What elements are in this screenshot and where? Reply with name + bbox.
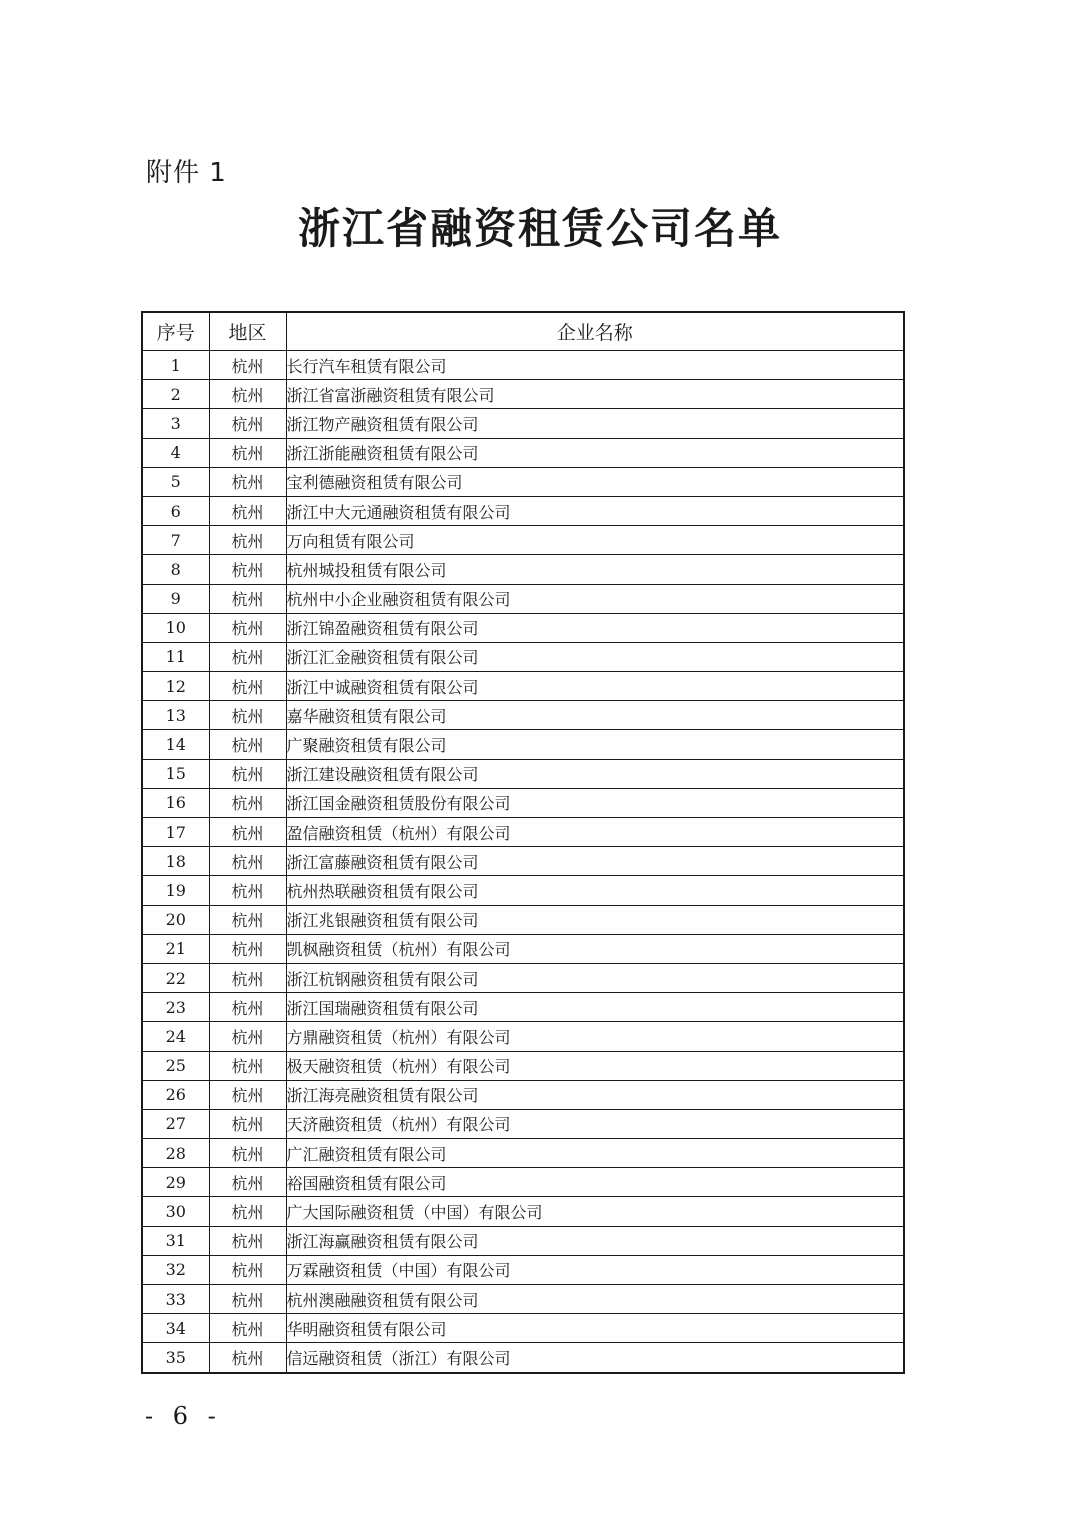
row-region-cell: 杭州 (209, 351, 286, 380)
row-company-name-cell: 盈信融资租赁（杭州）有限公司 (286, 818, 904, 847)
table-row (142, 584, 904, 613)
attachment-label: 附件 1 (146, 158, 227, 188)
row-company-name-cell: 嘉华融资租赁有限公司 (286, 701, 904, 730)
row-region-cell: 杭州 (209, 555, 286, 584)
table-row (142, 818, 904, 847)
table-row (142, 934, 904, 963)
row-region-cell: 杭州 (209, 467, 286, 496)
table-row (142, 555, 904, 584)
row-number-cell: 19 (142, 876, 209, 905)
row-number-cell: 20 (142, 905, 209, 934)
row-company-name-cell: 杭州中小企业融资租赁有限公司 (286, 584, 904, 613)
row-number-cell: 28 (142, 1139, 209, 1168)
row-number-cell: 34 (142, 1314, 209, 1343)
table-row (142, 526, 904, 555)
table-row (142, 642, 904, 671)
row-region-cell: 杭州 (209, 526, 286, 555)
table-row (142, 1255, 904, 1284)
row-number-cell: 35 (142, 1343, 209, 1373)
row-company-name-cell: 浙江兆银融资租赁有限公司 (286, 905, 904, 934)
table-row (142, 1197, 904, 1226)
row-number-cell: 31 (142, 1226, 209, 1255)
row-number-cell: 18 (142, 847, 209, 876)
row-number-cell: 2 (142, 380, 209, 409)
row-company-name-cell: 万霖融资租赁（中国）有限公司 (286, 1255, 904, 1284)
row-region-cell: 杭州 (209, 1285, 286, 1314)
row-number-cell: 1 (142, 351, 209, 380)
row-number-cell: 30 (142, 1197, 209, 1226)
table-row (142, 1139, 904, 1168)
table-row (142, 409, 904, 438)
row-region-cell: 杭州 (209, 788, 286, 817)
row-number-cell: 7 (142, 526, 209, 555)
row-number-cell: 32 (142, 1255, 209, 1284)
table-row (142, 788, 904, 817)
table-header-row (142, 312, 904, 351)
table-row (142, 496, 904, 525)
table-body (142, 351, 904, 1373)
row-number-cell: 26 (142, 1080, 209, 1109)
row-company-name-cell: 凯枫融资租赁（杭州）有限公司 (286, 934, 904, 963)
row-region-cell: 杭州 (209, 876, 286, 905)
row-number-cell: 33 (142, 1285, 209, 1314)
table-row (142, 730, 904, 759)
row-region-cell: 杭州 (209, 496, 286, 525)
header-region: 地区 (209, 312, 286, 351)
row-company-name-cell: 极天融资租赁（杭州）有限公司 (286, 1051, 904, 1080)
row-region-cell: 杭州 (209, 1343, 286, 1373)
table-row (142, 1051, 904, 1080)
row-company-name-cell: 浙江物产融资租赁有限公司 (286, 409, 904, 438)
table-row (142, 438, 904, 467)
row-number-cell: 23 (142, 993, 209, 1022)
row-company-name-cell: 浙江国瑞融资租赁有限公司 (286, 993, 904, 1022)
table-row (142, 467, 904, 496)
row-company-name-cell: 裕国融资租赁有限公司 (286, 1168, 904, 1197)
table-row (142, 1080, 904, 1109)
header-company-name: 企业名称 (286, 312, 904, 351)
row-company-name-cell: 广大国际融资租赁（中国）有限公司 (286, 1197, 904, 1226)
row-number-cell: 3 (142, 409, 209, 438)
table-row (142, 1314, 904, 1343)
page-number: - 6 - (145, 1402, 222, 1430)
row-number-cell: 24 (142, 1022, 209, 1051)
row-region-cell: 杭州 (209, 584, 286, 613)
row-region-cell: 杭州 (209, 409, 286, 438)
row-company-name-cell: 浙江中大元通融资租赁有限公司 (286, 496, 904, 525)
row-region-cell: 杭州 (209, 905, 286, 934)
table-row (142, 613, 904, 642)
row-company-name-cell: 浙江省富浙融资租赁有限公司 (286, 380, 904, 409)
row-region-cell: 杭州 (209, 1168, 286, 1197)
row-company-name-cell: 广汇融资租赁有限公司 (286, 1139, 904, 1168)
row-region-cell: 杭州 (209, 993, 286, 1022)
row-region-cell: 杭州 (209, 1314, 286, 1343)
row-region-cell: 杭州 (209, 613, 286, 642)
row-number-cell: 11 (142, 642, 209, 671)
row-number-cell: 22 (142, 963, 209, 992)
row-number-cell: 17 (142, 818, 209, 847)
table-row (142, 905, 904, 934)
table-row (142, 672, 904, 701)
row-region-cell: 杭州 (209, 934, 286, 963)
table-row (142, 1022, 904, 1051)
row-region-cell: 杭州 (209, 847, 286, 876)
row-company-name-cell: 浙江国金融资租赁股份有限公司 (286, 788, 904, 817)
row-region-cell: 杭州 (209, 1051, 286, 1080)
row-number-cell: 4 (142, 438, 209, 467)
table-row (142, 1285, 904, 1314)
table-row (142, 847, 904, 876)
table-row (142, 963, 904, 992)
row-company-name-cell: 浙江汇金融资租赁有限公司 (286, 642, 904, 671)
row-number-cell: 21 (142, 934, 209, 963)
row-number-cell: 29 (142, 1168, 209, 1197)
row-company-name-cell: 杭州城投租赁有限公司 (286, 555, 904, 584)
row-number-cell: 12 (142, 672, 209, 701)
row-company-name-cell: 浙江杭钢融资租赁有限公司 (286, 963, 904, 992)
row-number-cell: 15 (142, 759, 209, 788)
row-company-name-cell: 信远融资租赁（浙江）有限公司 (286, 1343, 904, 1373)
row-region-cell: 杭州 (209, 672, 286, 701)
row-region-cell: 杭州 (209, 1139, 286, 1168)
row-region-cell: 杭州 (209, 1080, 286, 1109)
table-row (142, 701, 904, 730)
table-row (142, 380, 904, 409)
row-number-cell: 6 (142, 496, 209, 525)
row-region-cell: 杭州 (209, 642, 286, 671)
row-region-cell: 杭州 (209, 1022, 286, 1051)
row-company-name-cell: 长行汽车租赁有限公司 (286, 351, 904, 380)
table-row (142, 759, 904, 788)
row-company-name-cell: 天济融资租赁（杭州）有限公司 (286, 1109, 904, 1138)
row-company-name-cell: 杭州澳融融资租赁有限公司 (286, 1285, 904, 1314)
company-list-table (141, 311, 905, 1374)
table-header (142, 312, 904, 351)
document-title: 浙江省融资租赁公司名单 (297, 204, 782, 253)
row-company-name-cell: 浙江中诚融资租赁有限公司 (286, 672, 904, 701)
row-company-name-cell: 浙江海赢融资租赁有限公司 (286, 1226, 904, 1255)
row-number-cell: 25 (142, 1051, 209, 1080)
row-company-name-cell: 浙江锦盈融资租赁有限公司 (286, 613, 904, 642)
row-region-cell: 杭州 (209, 1226, 286, 1255)
row-company-name-cell: 广聚融资租赁有限公司 (286, 730, 904, 759)
row-region-cell: 杭州 (209, 438, 286, 467)
table-row (142, 876, 904, 905)
row-number-cell: 5 (142, 467, 209, 496)
row-company-name-cell: 方鼎融资租赁（杭州）有限公司 (286, 1022, 904, 1051)
row-number-cell: 8 (142, 555, 209, 584)
row-company-name-cell: 杭州热联融资租赁有限公司 (286, 876, 904, 905)
row-number-cell: 14 (142, 730, 209, 759)
row-region-cell: 杭州 (209, 1197, 286, 1226)
row-region-cell: 杭州 (209, 701, 286, 730)
table-row (142, 1343, 904, 1373)
row-region-cell: 杭州 (209, 380, 286, 409)
header-no: 序号 (142, 312, 209, 351)
row-number-cell: 16 (142, 788, 209, 817)
table-row (142, 993, 904, 1022)
table-row (142, 1226, 904, 1255)
row-company-name-cell: 浙江富藤融资租赁有限公司 (286, 847, 904, 876)
table-row (142, 1168, 904, 1197)
row-region-cell: 杭州 (209, 759, 286, 788)
row-number-cell: 27 (142, 1109, 209, 1138)
row-number-cell: 9 (142, 584, 209, 613)
row-company-name-cell: 浙江建设融资租赁有限公司 (286, 759, 904, 788)
row-number-cell: 13 (142, 701, 209, 730)
row-company-name-cell: 万向租赁有限公司 (286, 526, 904, 555)
row-company-name-cell: 浙江海亮融资租赁有限公司 (286, 1080, 904, 1109)
row-region-cell: 杭州 (209, 1109, 286, 1138)
table-row (142, 1109, 904, 1138)
row-number-cell: 10 (142, 613, 209, 642)
row-company-name-cell: 华明融资租赁有限公司 (286, 1314, 904, 1343)
row-company-name-cell: 浙江浙能融资租赁有限公司 (286, 438, 904, 467)
row-region-cell: 杭州 (209, 730, 286, 759)
row-region-cell: 杭州 (209, 1255, 286, 1284)
row-region-cell: 杭州 (209, 818, 286, 847)
row-company-name-cell: 宝利德融资租赁有限公司 (286, 467, 904, 496)
row-region-cell: 杭州 (209, 963, 286, 992)
table-row (142, 351, 904, 380)
